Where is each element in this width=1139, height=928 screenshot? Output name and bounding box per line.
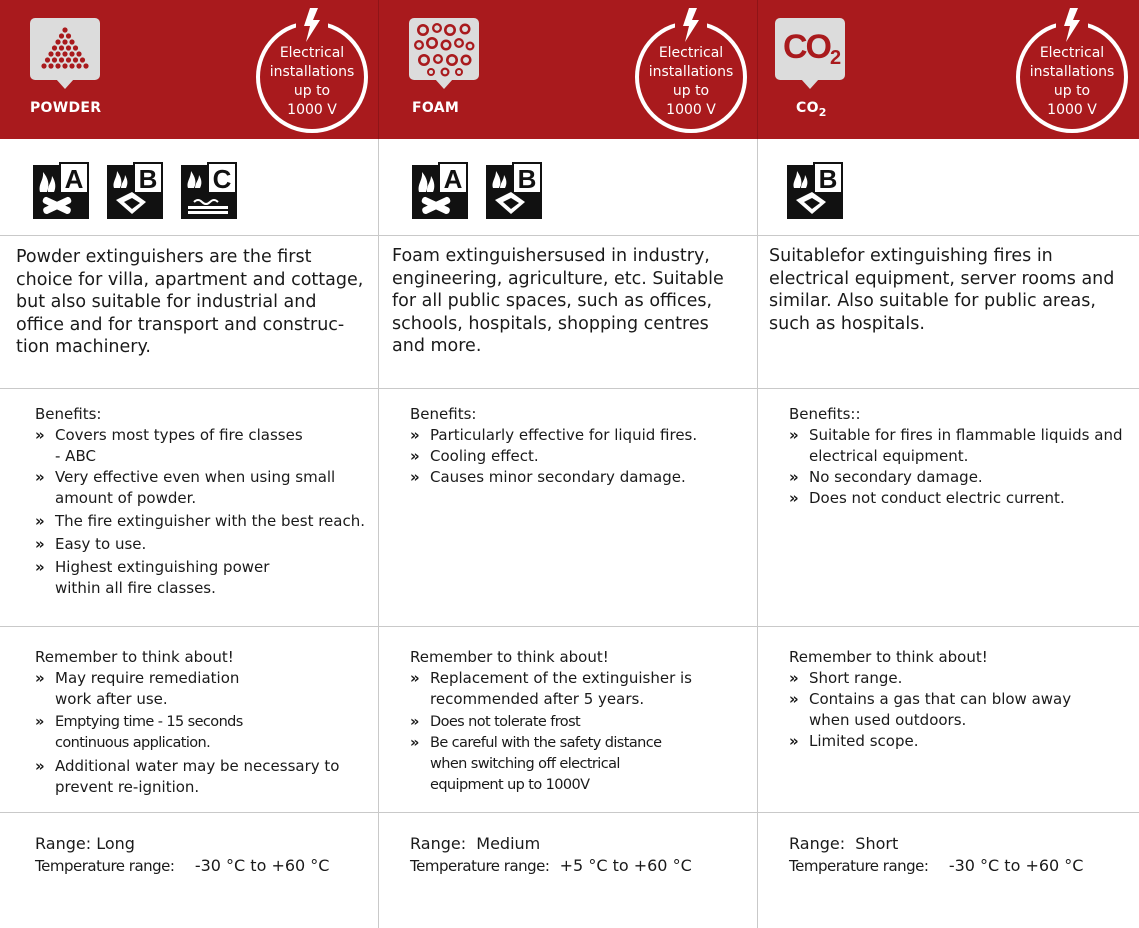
range-row: Range: Short — [789, 834, 899, 853]
fire-class-b-icon — [786, 162, 844, 220]
list-item: » Does not tolerate frost — [410, 714, 581, 730]
powder-pyramid-icon — [30, 18, 100, 80]
header-foam — [379, 0, 758, 139]
description-co2 — [758, 236, 1139, 389]
lightning-bolt-icon — [1056, 6, 1088, 46]
temperature-row: Temperature range: -30 °C to +60 °C — [35, 856, 330, 875]
list-item: » The fire extinguisher with the best reach. — [35, 512, 365, 530]
temperature-value: +5 °C to +60 °C — [559, 856, 692, 875]
list-item: » Limited scope. — [789, 732, 919, 750]
description-text: Suitablefor extinguishing fires in electrical equipment, server rooms and similar. Also suitable for public areas, such as hospitals. — [769, 246, 1115, 334]
remember-title: Remember to think about! — [410, 648, 609, 666]
header-powder — [0, 0, 379, 139]
list-item: » Suitable for fires in flammable liquids and electrical equipment. — [789, 426, 1123, 465]
temperature-row: Temperature range: +5 °C to +60 °C — [410, 856, 692, 875]
range-row: Range: Medium — [410, 834, 541, 853]
electrical-text: Electrical installations up to 1000 V — [269, 45, 355, 118]
fire-class-letter: A — [64, 164, 84, 194]
benefits-foam — [379, 389, 758, 627]
fire-class-c-icon — [180, 162, 238, 220]
list-item: » Be careful with the safety distance when switching off electrical equipment up to 1000V — [410, 735, 662, 793]
list-item: » Emptying time - 15 seconds continuous application. — [35, 714, 243, 751]
svg-text:C: C — [212, 164, 232, 194]
benefits-co2 — [758, 389, 1139, 627]
fire-classes-co2 — [758, 139, 1139, 236]
electrical-text: Electrical installations up to 1000 V — [1029, 45, 1115, 118]
range-foam — [379, 813, 758, 928]
description-foam — [379, 236, 758, 389]
remember-title: Remember to think about! — [35, 648, 234, 666]
temperature-value: -30 °C to +60 °C — [948, 856, 1084, 875]
benefits-list — [789, 425, 1122, 509]
type-label: $CO_2$ — [796, 100, 827, 119]
list-item: » Covers most types of fire classes - ABC — [35, 426, 303, 465]
fire-class-a-icon — [32, 162, 90, 220]
remember-list — [789, 668, 1071, 752]
fire-class-b-icon — [106, 162, 164, 220]
list-item: » No secondary damage. — [789, 468, 983, 486]
benefits-title: Benefits:: — [789, 405, 861, 423]
benefits-title: Benefits: — [410, 405, 477, 423]
list-item: » Additional water may be necessary to prevent re-ignition. — [35, 757, 340, 796]
remember-foam — [379, 627, 758, 813]
range-value: Short — [855, 834, 899, 853]
svg-text:B: B — [818, 164, 838, 194]
fire-class-b-icon — [485, 162, 543, 220]
remember-list — [410, 668, 692, 796]
temperature-row: Temperature range: -30 °C to +60 °C — [789, 856, 1084, 875]
list-item: » May require remediation work after use. — [35, 669, 240, 708]
list-item: » Contains a gas that can blow away when used outdoors. — [789, 690, 1072, 729]
list-item: » Replacement of the extinguisher is recommended after 5 years. — [410, 669, 693, 708]
list-item: » Very effective even when using small amount of powder. — [35, 468, 336, 507]
type-label: FOAM — [412, 100, 460, 116]
remember-title: Remember to think about! — [789, 648, 988, 666]
description-powder — [0, 236, 379, 389]
range-row: Range: Long — [35, 834, 135, 853]
benefits-title: Benefits: — [35, 405, 102, 423]
co2-icon: CO2 — [775, 18, 845, 80]
list-item: » Easy to use. — [35, 535, 147, 553]
list-item: » Cooling effect. — [410, 447, 539, 465]
list-item: » Does not conduct electric current. — [789, 489, 1065, 507]
svg-text:B: B — [138, 164, 158, 194]
fire-class-a-icon — [411, 162, 469, 220]
list-item: » Particularly effective for liquid fires. — [410, 426, 698, 444]
electrical-text: Electrical installations up to 1000 V — [648, 45, 734, 118]
svg-text:B: B — [517, 164, 537, 194]
svg-text:A: A — [443, 164, 463, 194]
remember-co2 — [758, 627, 1139, 813]
fire-classes-foam — [379, 139, 758, 236]
range-co2 — [758, 813, 1139, 928]
temperature-value: -30 °C to +60 °C — [194, 856, 330, 875]
list-item: » Highest extinguishing power within all fire classes. — [35, 558, 270, 597]
range-value: Medium — [476, 834, 541, 853]
remember-powder — [0, 627, 379, 813]
header-co2 — [758, 0, 1139, 139]
lightning-bolt-icon — [675, 6, 707, 46]
benefits-list — [35, 425, 365, 599]
benefits-powder — [0, 389, 379, 627]
fire-classes-powder — [0, 139, 379, 236]
range-value: Long — [96, 834, 135, 853]
list-item: » Short range. — [789, 669, 903, 687]
remember-list — [35, 668, 339, 798]
list-item: » Causes minor secondary damage. — [410, 468, 686, 486]
lightning-bolt-icon — [296, 6, 328, 46]
range-powder — [0, 813, 379, 928]
type-label: POWDER — [30, 100, 102, 116]
benefits-list — [410, 425, 697, 488]
description-text: Foam extinguishersused in industry, engineering, agriculture, etc. Suitable for all public spaces, such as offices, schools, hospitals, shopping centres and more. — [392, 246, 724, 356]
foam-bubbles-icon — [409, 18, 479, 80]
description-text: Powder extinguishers are the first choice for villa, apartment and cottage, but also suitable for industrial and office and for transport and construc- tion machinery. — [16, 247, 364, 357]
